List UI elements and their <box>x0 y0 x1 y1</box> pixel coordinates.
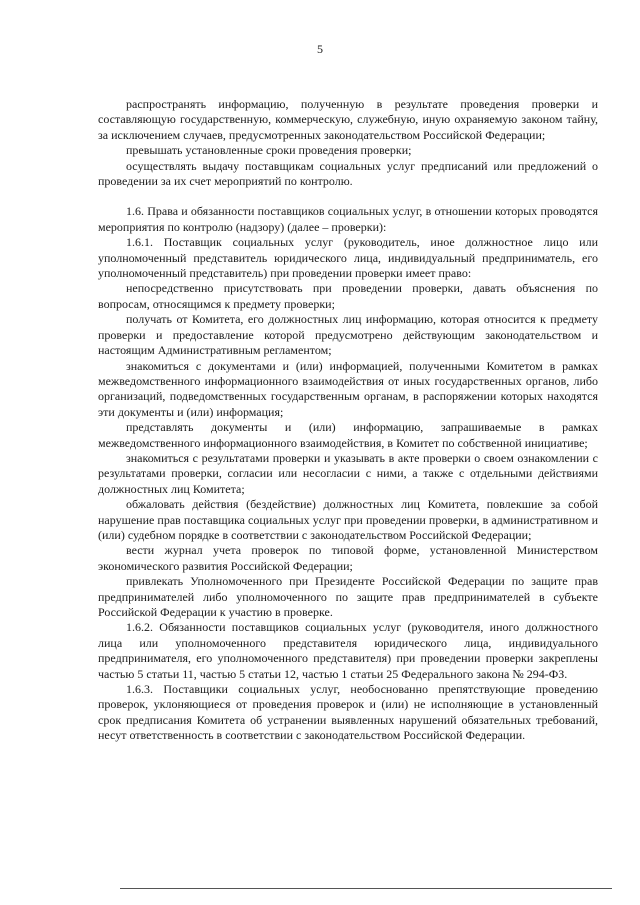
paragraph-section-1-6-2: 1.6.2. Обязанности поставщиков социальных услуг (руководителя, иного должностного лица или уполномоченного представителя юридического лица, индивидуального предпринимателя, его уполномоченного представителя) при проведении проверки закреплены частью 5 статьи 11, частью 5 статьи 12, частью 1 статьи 25 Федерального закона № 294-ФЗ. <box>98 620 598 681</box>
paragraph-right-appeal: обжаловать действия (бездействие) должностных лиц Комитета, повлекшие за собой нарушение прав поставщика социальных услуг при проведении проверки, в административном и (или) судебном порядке в соответствии с законодательством Российской Федерации; <box>98 497 598 542</box>
document-body <box>98 97 598 744</box>
paragraph-right-submit-documents: представлять документы и (или) информацию, запрашиваемые в рамках межведомственного информационного взаимодействия, в Комитет по собственной инициативе; <box>98 420 598 450</box>
paragraph-prohibited-deadline: превышать установленные сроки проведения проверки; <box>126 143 412 158</box>
paragraph-right-review-documents: знакомиться с документами и (или) информацией, полученными Комитетом в рамках межведомственного информационного взаимодействия от иных государственных органов, либо организаций, подведомственных государственным органам, в распоряжении которых находятся эти документы и (или) информация; <box>98 358 598 419</box>
paragraph-section-1-6: 1.6. Права и обязанности поставщиков социальных услуг, в отношении которых проводятся мероприятия по контролю (надзору) (далее – проверки): <box>98 204 598 234</box>
paragraph-right-receive-info: получать от Комитета, его должностных лиц информацию, которая относится к предмету проверки и предоставление которой предусмотрено действующим законодательством и настоящим Административным регламентом; <box>98 312 598 358</box>
paragraph-right-attend: непосредственно присутствовать при проведении проверки, давать объяснения по вопросам, относящимся к предмету проверки; <box>98 281 598 311</box>
paragraph-section-1-6-3: 1.6.3. Поставщики социальных услуг, необоснованно препятствующие проведению проверок, уклоняющиеся от проведения проверок и (или) не исполняющие в установленный срок предписания Комитета об устранении выявленных нарушений обязательных требований, несут ответственность в соответствии с законодательством Российской Федерации. <box>98 682 598 743</box>
page-number: 5 <box>317 42 323 56</box>
bottom-rule <box>120 888 612 889</box>
paragraph-section-1-6-1: 1.6.1. Поставщик социальных услуг (руководитель, иное должностное лицо или уполномоченный представитель юридического лица, индивидуальный предприниматель, его уполномоченный представитель) при проведении проверки имеет право: <box>98 235 598 281</box>
paragraph-right-ombudsman: привлекать Уполномоченного при Президенте Российской Федерации по защите прав предпринимателей либо уполномоченного по защите прав предпринимателей в субъекте Российской Федерации к участию в проверке. <box>98 574 598 619</box>
section-gap <box>98 189 598 204</box>
paragraph-right-journal: вести журнал учета проверок по типовой форме, установленной Министерством экономического развития Российской Федерации; <box>98 543 598 573</box>
paragraph-prohibited-disclosure: распространять информацию, полученную в результате проведения проверки и составляющую государственную, коммерческую, служебную, иную охраняемую законом тайну, за исключением случаев, предусмотренных законодательством Российской Федерации; <box>98 97 598 142</box>
paragraph-right-review-results: знакомиться с результатами проверки и указывать в акте проверки о своем ознакомлении с результатами проверки, согласии или несогласии с ними, а также с отдельными действиями должностных лиц Комитета; <box>98 450 598 496</box>
paragraph-prohibited-orders: осуществлять выдачу поставщикам социальных услуг предписаний или предложений о проведении за их счет мероприятий по контролю. <box>98 158 598 189</box>
